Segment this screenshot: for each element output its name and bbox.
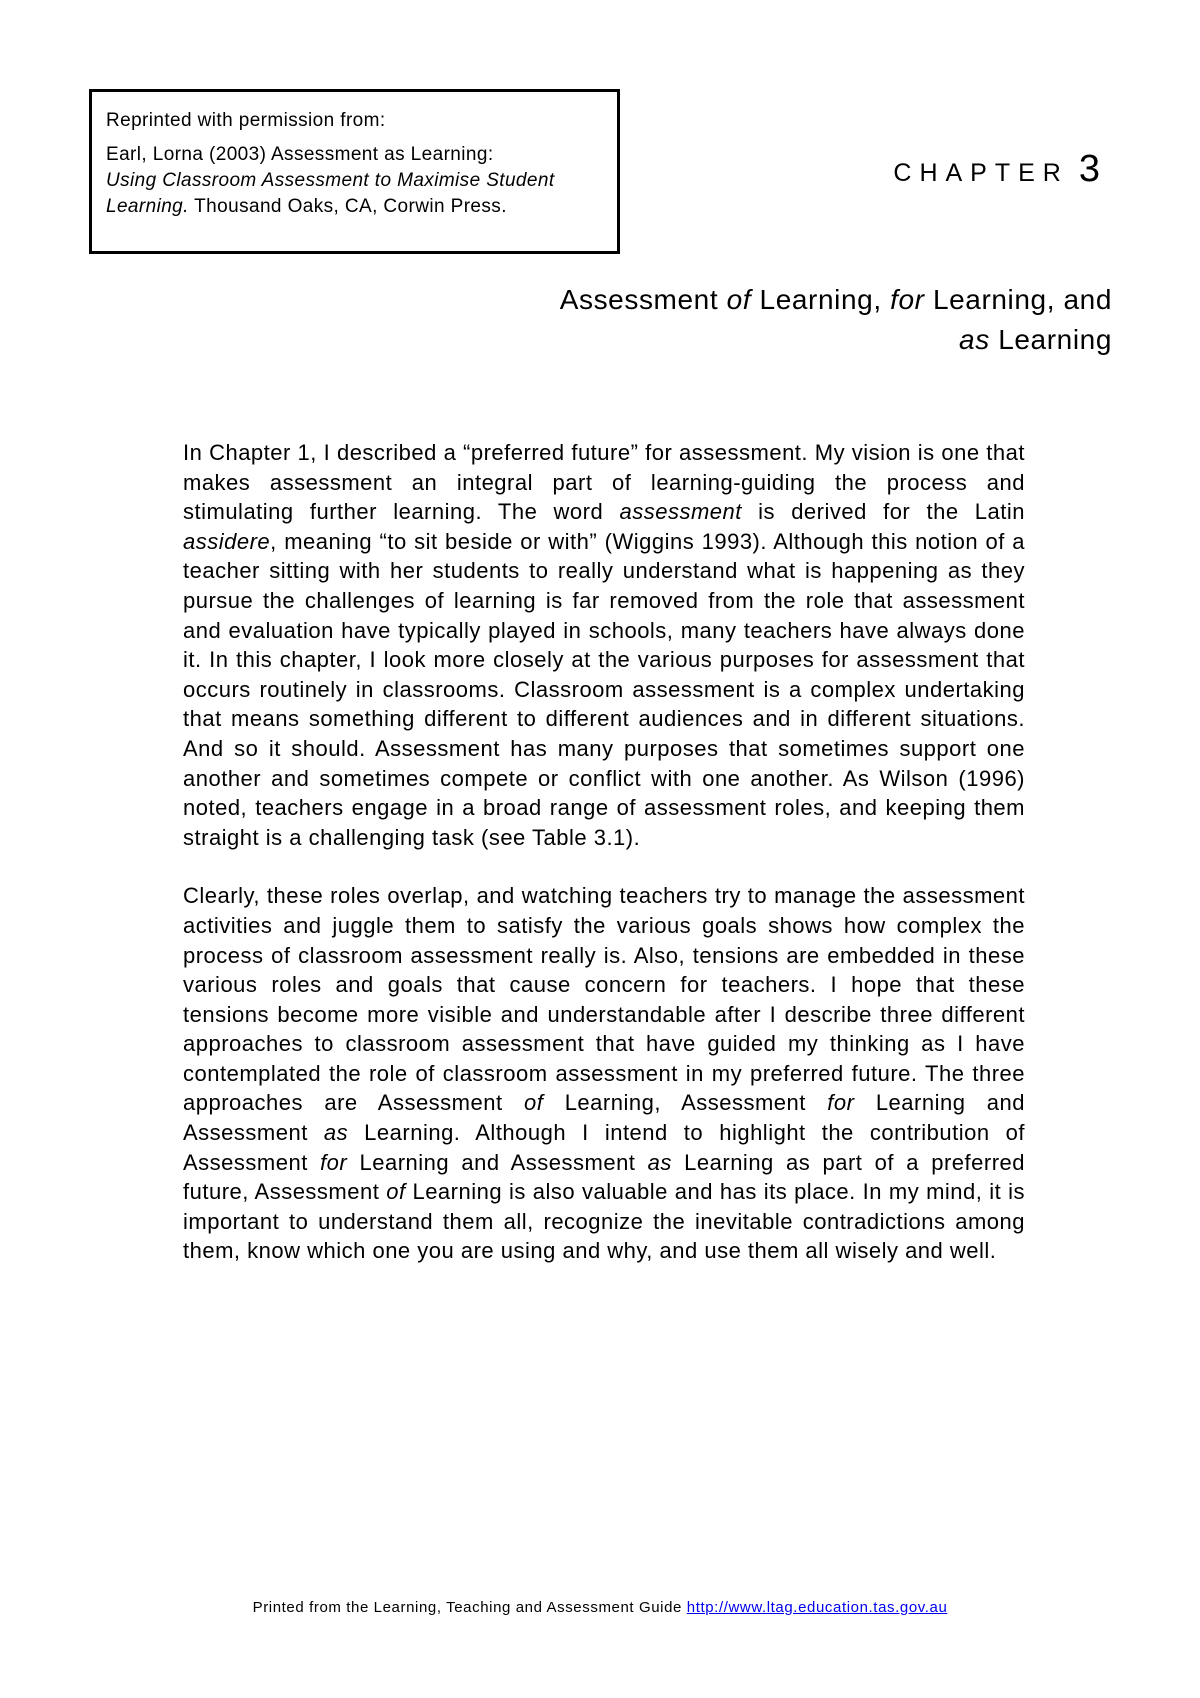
citation-book-title: Using Classroom Assessment to Maximise Student Learning.	[106, 170, 555, 217]
footer-text: Printed from the Learning, Teaching and Assessment Guide	[252, 1599, 687, 1616]
permission-intro: Reprinted with permission from:	[106, 110, 386, 131]
citation-publisher: Thousand Oaks, CA, Corwin Press.	[188, 196, 507, 217]
chapter-label: CHAPTER	[893, 159, 1069, 187]
chapter-number: 3	[1078, 148, 1100, 190]
citation	[106, 142, 605, 220]
citation-author: Earl, Lorna (2003) Assessment as Learning:	[106, 144, 494, 165]
chapter-heading	[893, 148, 1100, 191]
page-footer	[0, 1599, 1200, 1616]
body-text	[183, 438, 1025, 1295]
paragraph-1: In Chapter 1, I described a “preferred future” for assessment. My vision is one that makes assessment an integral part of learning-guiding the process and stimulating further learning. The word assessment is derived for the Latin assidere, meaning “to sit beside or with” (Wiggins 1993). Although this notion of a teacher sitting with her students to really understand what is happening as they pursue the challenges of learning is far removed from the role that assessment and evaluation have typically played in schools, many teachers have always done it. In this chapter, I look more closely at the various purposes for assessment that occurs routinely in classrooms. Classroom assessment is a complex undertaking that means something different to different audiences and in different situations. And so it should. Assessment has many purposes that sometimes support one another and sometimes compete or conflict with one another. As Wilson (1996) noted, teachers engage in a broad range of assessment roles, and keeping them straight is a challenging task (see Table 3.1).	[183, 440, 1025, 850]
chapter-title: Assessment of Learning, for Learning, and as Learning	[559, 284, 1112, 355]
permission-notice-box	[89, 89, 620, 254]
paragraph-2: Clearly, these roles overlap, and watching teachers try to manage the assessment activities and juggle them to satisfy the various goals shows how complex the process of classroom assessment really is. Also, tensions are embedded in these various roles and goals that cause concern for teachers. I hope that these tensions become more visible and understandable after I describe three different approaches to classroom assessment that have guided my thinking as I have contemplated the role of classroom assessment in my preferred future. The three approaches are Assessment of Learning, Assessment for Learning and Assessment as Learning. Although I intend to highlight the contribution of Assessment for Learning and Assessment as Learning as part of a preferred future, Assessment of Learning is also valuable and has its place. In my mind, it is important to understand them all, recognize the inevitable contradictions among them, know which one you are using and why, and use them all wisely and well.	[183, 883, 1026, 1264]
footer-link[interactable]: http://www.ltag.education.tas.gov.au	[686, 1599, 948, 1616]
